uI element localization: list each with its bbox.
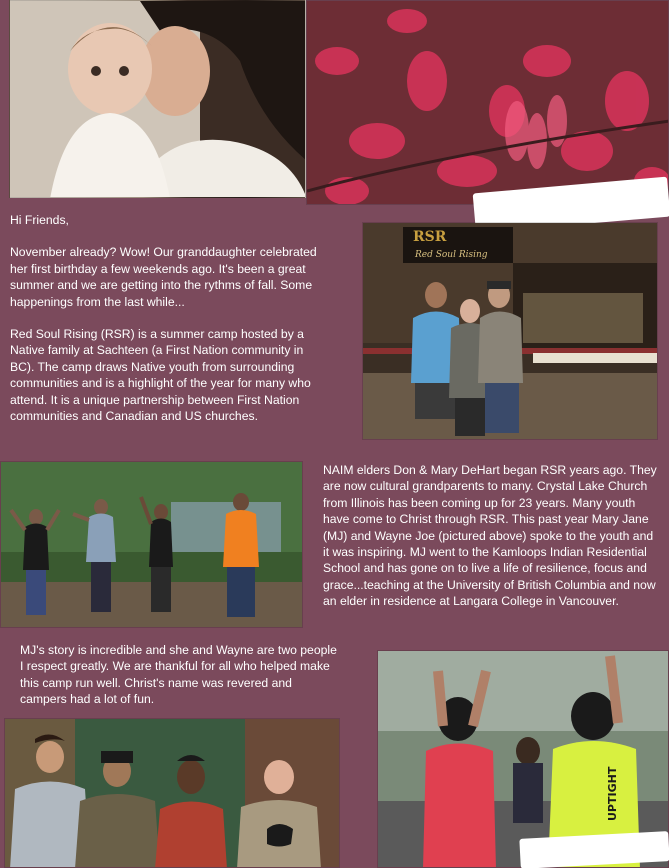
rsr-group-photo <box>362 222 658 440</box>
intro-text <box>10 212 322 440</box>
intro-paragraph-2: Red Soul Rising (RSR) is a summer camp hosted by a Native family at Sachteen (a First Nation community in BC). The camp draws Native youth from surrounding communities and is a highlight of the year for many who attend. It is a unique partnership between First Nation communities and Canadian and US churches. <box>10 327 311 424</box>
youth-dancing-photo <box>0 461 303 628</box>
shirt-text: UPTIGHT <box>606 766 619 821</box>
naim-paragraph: NAIM elders Don & Mary DeHart began RSR years ago. They are now cultural grandparents to many. Crystal Lake Church from Illinois has been coming up for 23 years. Many youth have come to Christ through RSR. This past year Mary Jane (MJ) and Wayne Joe (pictured above) spoke to the youth and it was inspiring. MJ went to the Kamloops Indian Residential School and has gone on to live a life of resilience, focus and grace...teaching at the University of British Columbia and now an elder in residence at Langara College in Vancouver. <box>323 463 657 609</box>
rsr-sign-text: RSR <box>413 229 447 245</box>
closing-paragraph: MJ's story is incredible and she and Wayne are two people I respect greatly. We are thankful for all who helped make this camp run well. Christ's name was revered and campers had a lot of fun. <box>20 643 337 707</box>
greeting: Hi Friends, <box>10 213 69 227</box>
intro-paragraph-1: November already? Wow! Our granddaughter celebrated her first birthday a few weekends ago. It's been a great summer and we are getting into the rythms of fall. Some happenings from the last while... <box>10 245 317 309</box>
naim-text <box>323 462 661 626</box>
four-youth-photo <box>4 718 340 868</box>
closing-text <box>20 642 340 724</box>
red-leaves-photo <box>306 0 669 205</box>
rsr-sign-subtext: Red Soul Rising <box>415 250 488 260</box>
mother-baby-photo <box>9 0 306 198</box>
